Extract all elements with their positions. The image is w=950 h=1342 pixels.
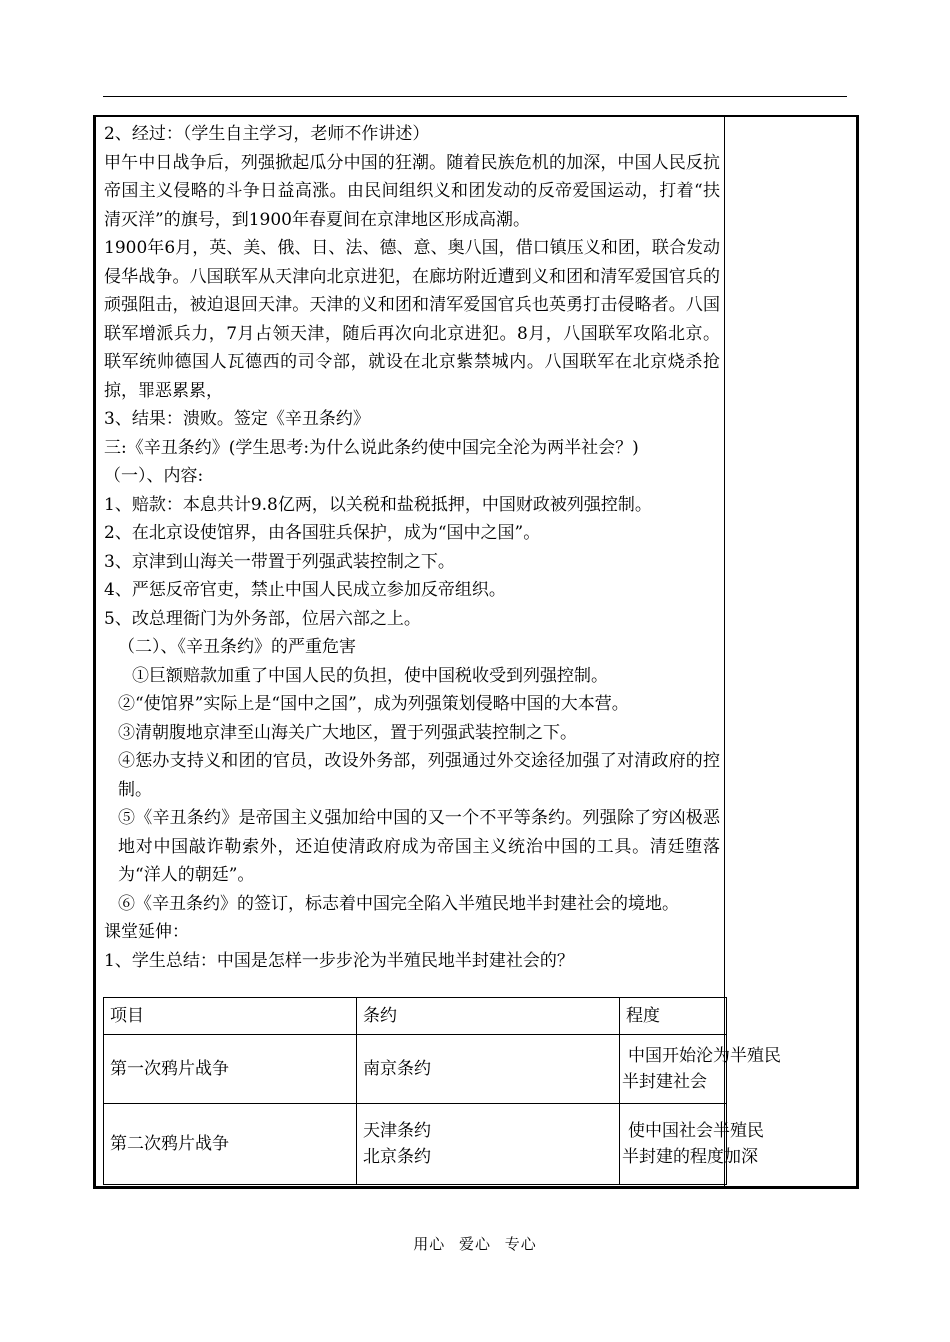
degree-line: 使中国社会半殖民	[628, 1121, 764, 1141]
cell-item: 第一次鸦片战争	[104, 1035, 357, 1104]
table-row	[104, 1104, 727, 1185]
cell-degree	[620, 1035, 781, 1104]
harm-item-3: ③清朝腹地京津至山海关广大地区，置于列强武装控制之下。	[118, 722, 577, 743]
section-process-heading: 2、经过：（学生自主学习，老师不作讲述）	[104, 124, 430, 144]
treaty-line: 北京条约	[363, 1147, 431, 1167]
class-extension-heading: 课堂延伸：	[104, 922, 189, 942]
harm-item-4: ④惩办支持义和团的官员，改设外务部，列强通过外交途径加强了对清政府的控制。	[118, 751, 720, 800]
paragraph-eight-nation-alliance: 1900年6月，英、美、俄、日、法、德、意、奥八国，借口镇压义和团，联合发动侵华战争。八国联军从天津向北京进犯，在廊坊附近遭到义和团和清军爱国官兵的顽强阻击，被迫退回天津。天津的义和团和清军爱国官兵也英勇打击侵略者。八国联军增派兵力，7月占领天津，随后再次向北京进犯。8月，八国联军攻陷北京。联军统帅德国人瓦德西的司令部，就设在北京紫禁城内。八国联军在北京烧杀抢掠，罪恶累累，	[104, 238, 720, 401]
content-item-2: 2、在北京设使馆界，由各国驻兵保护，成为“国中之国”。	[104, 523, 541, 543]
paragraph-background: 甲午中日战争后，列强掀起瓜分中国的狂潮。随着民族危机的加深，中国人民反抗帝国主义侵略的斗争日益高涨。由民间组织义和团发动的反帝爱国运动，打着“扶清灭洋”的旗号，到1900年春夏间在京津地区形成高潮。	[104, 152, 720, 230]
page-footer: 用心 爱心 专心	[413, 1235, 537, 1253]
content-item-4: 4、严惩反帝官吏，禁止中国人民成立参加反帝组织。	[104, 580, 506, 600]
degree-line: 半封建社会	[622, 1072, 707, 1092]
content-item-5: 5、改总理衙门为外务部，位居六部之上。	[104, 608, 421, 629]
subsection-harms: （二）、《辛丑条约》的严重危害	[118, 637, 356, 657]
subsection-contents: （一）、内容:	[104, 466, 204, 486]
treaty-line: 天津条约	[363, 1121, 431, 1141]
degree-line: 半封建的程度加深	[622, 1147, 758, 1167]
header-item: 项目	[104, 998, 357, 1035]
header-rule	[103, 96, 847, 97]
student-summary-question: 1、学生总结：中国是怎样一步步沦为半殖民地半封建社会的？	[104, 950, 574, 971]
cell-degree	[620, 1104, 764, 1185]
treaty-line: 南京条约	[363, 1059, 431, 1079]
cell-treaty	[357, 1104, 620, 1185]
header-degree: 程度	[620, 998, 727, 1035]
section-xinchou-heading: 三:《辛丑条约》(学生思考:为什么说此条约使中国完全沦为两半社会？)	[104, 437, 639, 458]
lesson-content	[104, 120, 720, 975]
summary-table	[103, 997, 781, 1185]
degree-line: 中国开始沦为半殖民	[628, 1046, 781, 1066]
header-treaty: 条约	[357, 998, 620, 1035]
cell-treaty	[357, 1035, 620, 1104]
cell-item: 第二次鸦片战争	[104, 1104, 357, 1185]
harm-item-1: ①巨额赔款加重了中国人民的负担，使中国税收受到列强控制。	[132, 665, 608, 686]
harm-item-5: ⑤《辛丑条约》是帝国主义强加给中国的又一个不平等条约。列强除了穷凶极恶地对中国敲诈勒索外，还迫使清政府成为帝国主义统治中国的工具。清廷堕落为“洋人的朝廷”。	[118, 808, 720, 885]
content-item-1: 1、赔款：本息共计9.8亿两，以关税和盐税抵押，中国财政被列强控制。	[104, 494, 652, 515]
content-item-3: 3、京津到山海关一带置于列强武装控制之下。	[104, 551, 455, 572]
harm-item-6: ⑥《辛丑条约》的签订，标志着中国完全陷入半殖民地半封建社会的境地。	[118, 893, 679, 914]
table-row	[104, 1035, 727, 1104]
harm-item-2: ②“使馆界”实际上是“国中之国”，成为列强策划侵略中国的大本营。	[118, 694, 629, 714]
table-header-row	[104, 998, 727, 1035]
section-result: 3、结果：溃败。签定《辛丑条约》	[104, 409, 370, 429]
